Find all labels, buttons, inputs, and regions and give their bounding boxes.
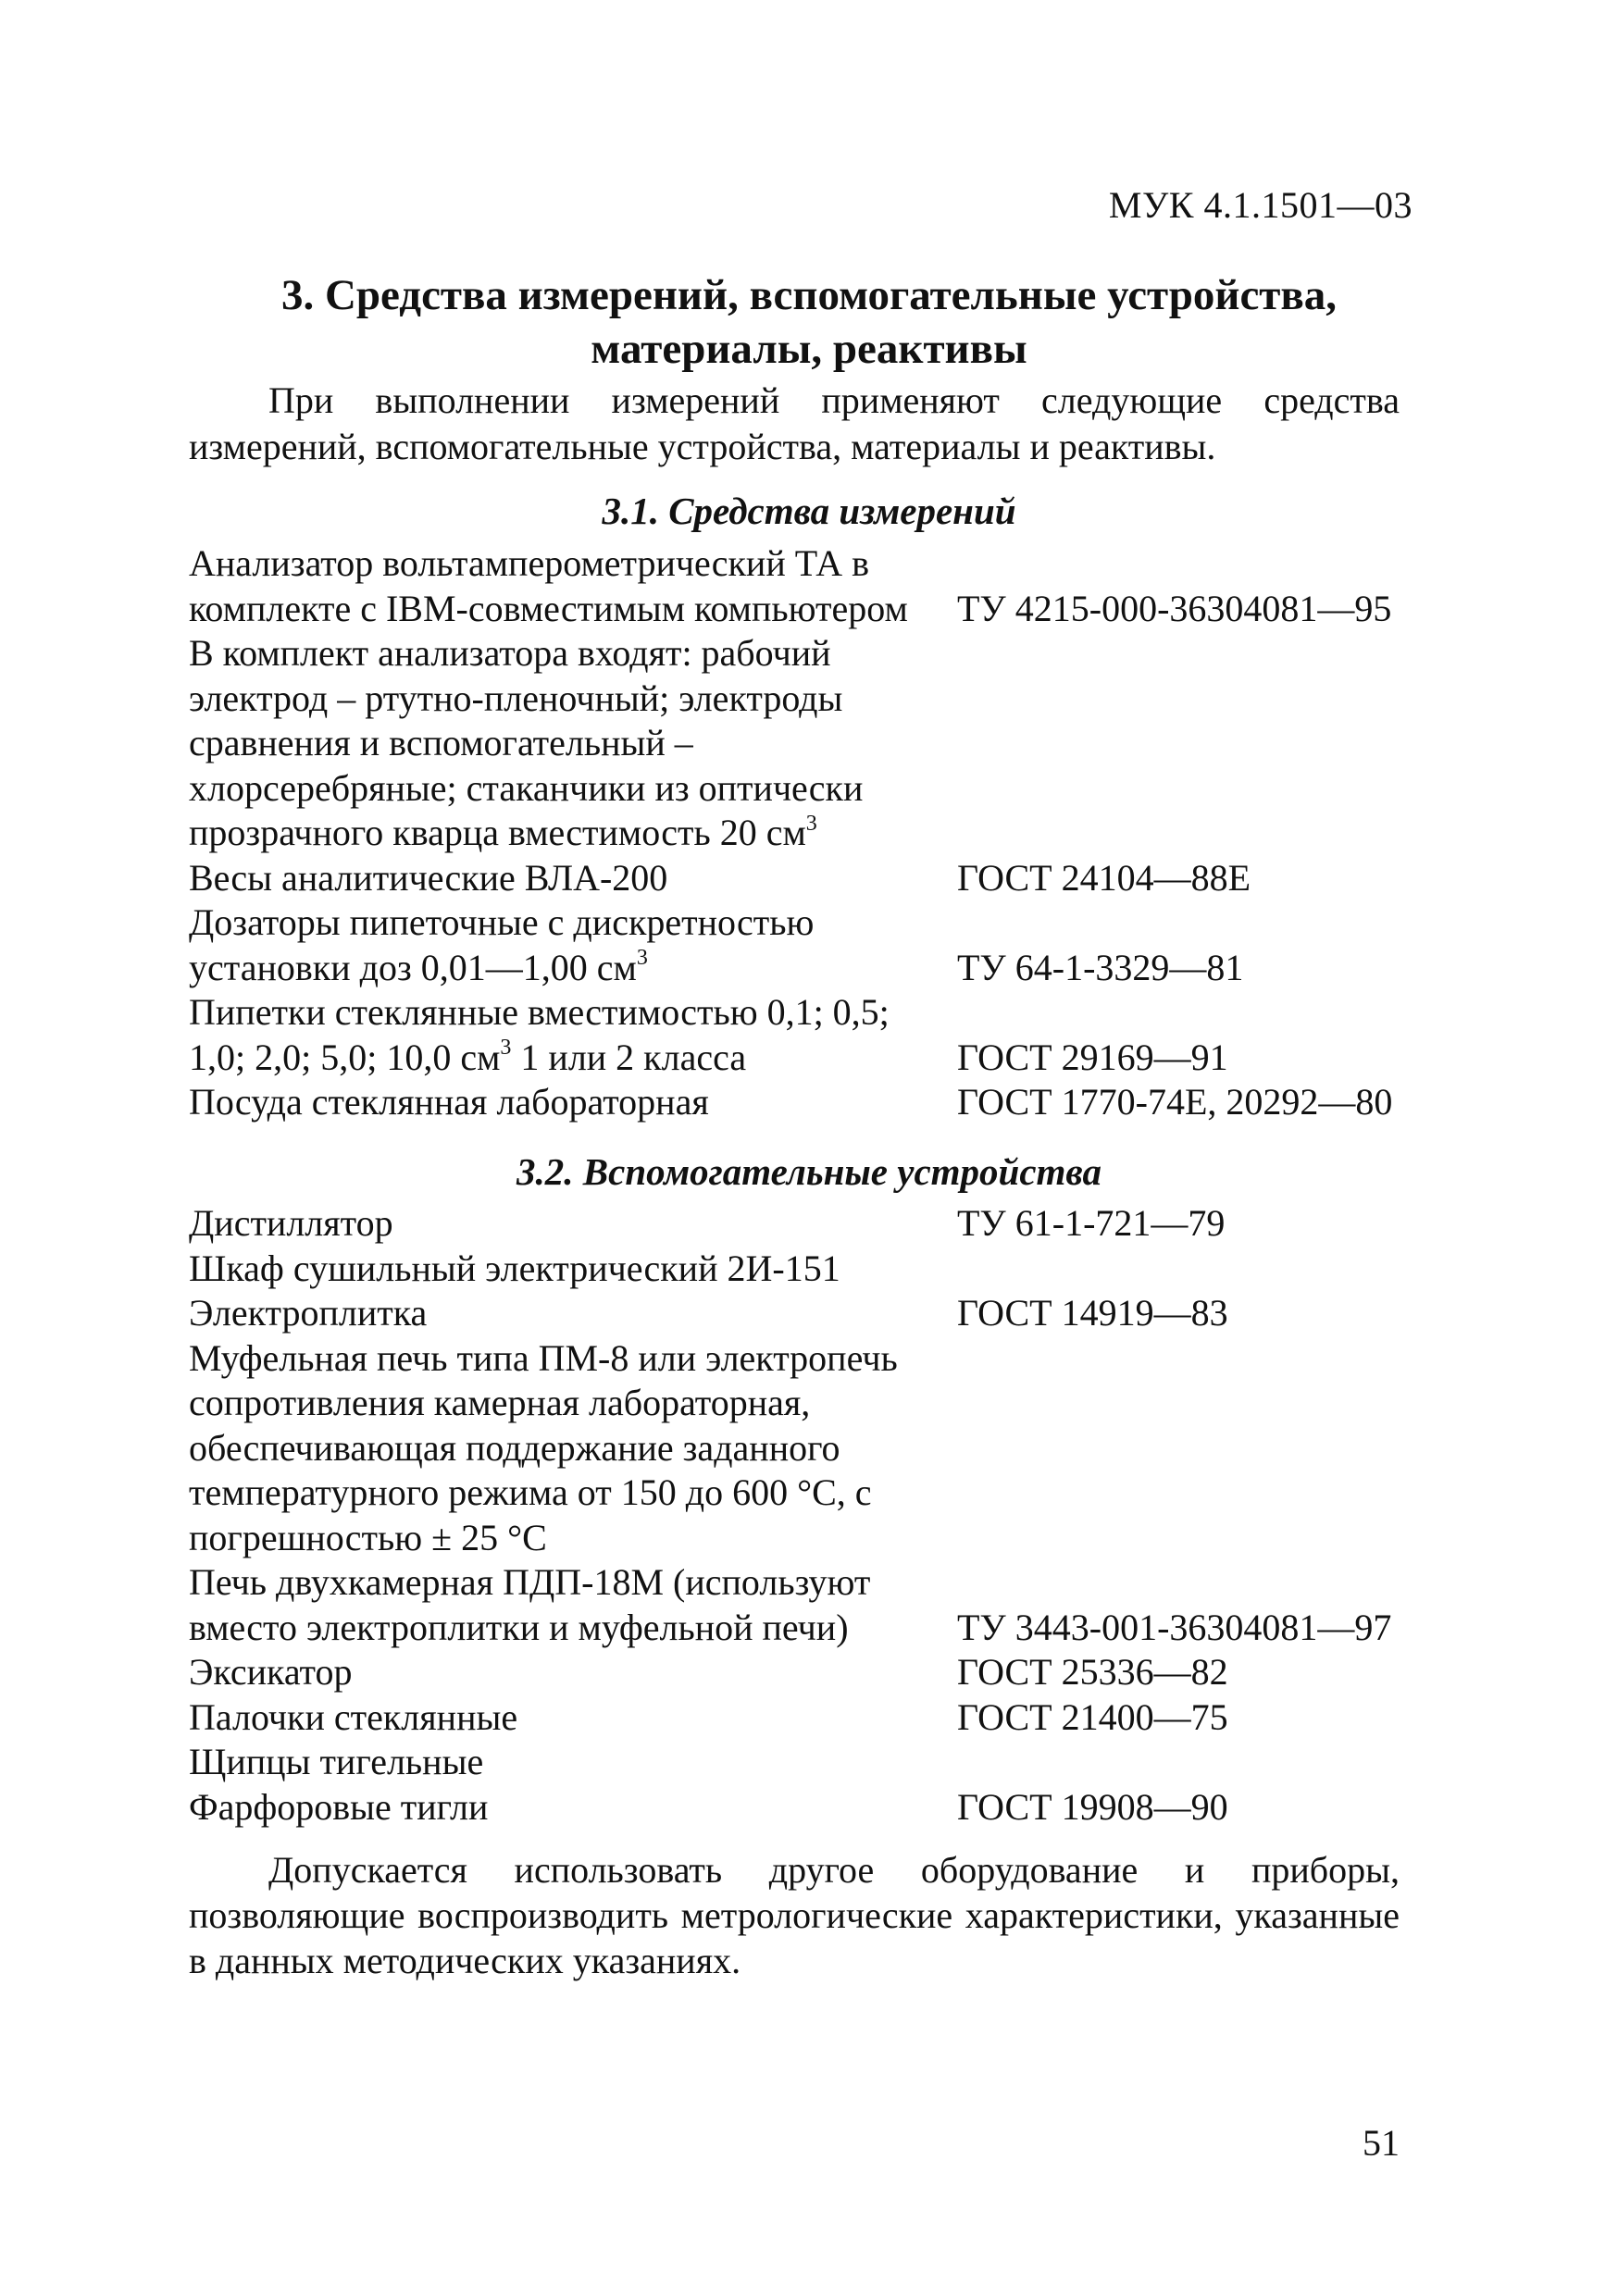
item-name-text: В комплект анализатора входят: рабочий электрод – ртутно-пленочный; электроды сравнения и вспомогательный – хлорсеребряные; стаканчики из оптически прозрачного кварца вместимость 20 см	[189, 632, 864, 853]
superscript: 3	[805, 811, 817, 836]
auxiliary-devices-list	[189, 1201, 1411, 1830]
list-item	[189, 1080, 1411, 1125]
item-standard: ГОСТ 29169—91	[957, 1036, 1228, 1078]
list-item	[189, 1650, 1411, 1695]
item-name: Муфельная печь типа ПМ-8 или электропечь сопротивления камерная лабораторная, обеспечивающая поддержание заданного температурного режима от 150 до 600 °С, с погрешностью ± 25 °С	[189, 1336, 898, 1558]
list-item	[189, 1560, 1411, 1650]
list-item	[189, 1201, 1411, 1247]
closing-paragraph: Допускается использовать другое оборудование и приборы, позволяющие воспроизводить метрологические характеристики, указанные в данных методических указаниях.	[189, 1849, 1400, 1981]
list-item	[189, 1740, 1411, 1785]
item-standard: ГОСТ 14919—83	[957, 1292, 1228, 1334]
list-item	[189, 990, 1411, 1080]
intro-paragraph: При выполнении измерений применяют следующие средства измерений, вспомогательные устройства, материалы и реактивы.	[189, 379, 1400, 467]
item-name	[189, 990, 929, 1080]
list-item	[189, 1336, 1411, 1561]
page-number: 51	[1363, 2122, 1400, 2164]
item-standard: ТУ 3443-001-36304081—97	[957, 1606, 1392, 1648]
list-item	[189, 541, 1411, 631]
list-item	[189, 856, 1411, 901]
list-item	[189, 900, 1411, 990]
item-name: Весы аналитические ВЛА-200	[189, 856, 668, 899]
subsection-title-auxiliary: 3.2. Вспомогательные устройства	[517, 1150, 1101, 1193]
item-name: Эксикатор	[189, 1651, 353, 1693]
item-standard: ТУ 61-1-721—79	[957, 1202, 1226, 1244]
item-standard: ГОСТ 21400—75	[957, 1695, 1228, 1738]
item-name-text: Дозаторы пипеточные с дискретностью установки доз 0,01—1,00 см	[189, 901, 815, 988]
section-title: 3. Средства измерений, вспомогательные устройства, материалы, реактивы	[280, 271, 1338, 373]
item-standard: ГОСТ 24104—88Е	[957, 856, 1251, 899]
item-name-tail: 1 или 2 класса	[511, 1036, 747, 1078]
item-name-text: Пипетки стеклянные вместимостью 0,1; 0,5; 1,0; 2,0; 5,0; 10,0 см	[189, 991, 890, 1078]
item-name: Печь двухкамерная ПДП-18М (используют вместо электроплитки и муфельной печи)	[189, 1561, 871, 1648]
list-item	[189, 1785, 1411, 1831]
measuring-instruments-list	[189, 541, 1411, 1125]
item-name: Электроплитка	[189, 1292, 428, 1334]
list-item	[189, 1247, 1411, 1292]
item-name	[189, 900, 929, 990]
subsection-title-measuring: 3.1. Средства измерений	[602, 490, 1016, 532]
item-name: Анализатор вольтамперометрический ТА в комплекте с IBM-совместимым компьютером	[189, 542, 908, 629]
item-standard: ГОСТ 1770-74Е, 20292—80	[957, 1081, 1393, 1123]
item-name: Щипцы тигельные	[189, 1741, 484, 1782]
item-standard: ТУ 4215-000-36304081—95	[957, 587, 1392, 629]
document-code: МУК 4.1.1501—03	[1108, 184, 1413, 226]
item-name: Шкаф сушильный электрический 2И-151	[189, 1247, 840, 1289]
item-standard: ГОСТ 19908—90	[957, 1785, 1228, 1828]
list-item	[189, 1695, 1411, 1741]
item-name: Фарфоровые тигли	[189, 1785, 489, 1828]
list-item	[189, 631, 1411, 856]
item-standard: ТУ 64-1-3329—81	[957, 946, 1244, 988]
list-item	[189, 1291, 1411, 1336]
item-standard: ГОСТ 25336—82	[957, 1651, 1228, 1693]
item-name	[189, 631, 929, 856]
item-name: Посуда стеклянная лабораторная	[189, 1081, 709, 1123]
superscript: 3	[500, 1036, 512, 1061]
item-name: Дистиллятор	[189, 1202, 393, 1244]
superscript: 3	[636, 946, 648, 971]
item-name: Палочки стеклянные	[189, 1695, 518, 1738]
